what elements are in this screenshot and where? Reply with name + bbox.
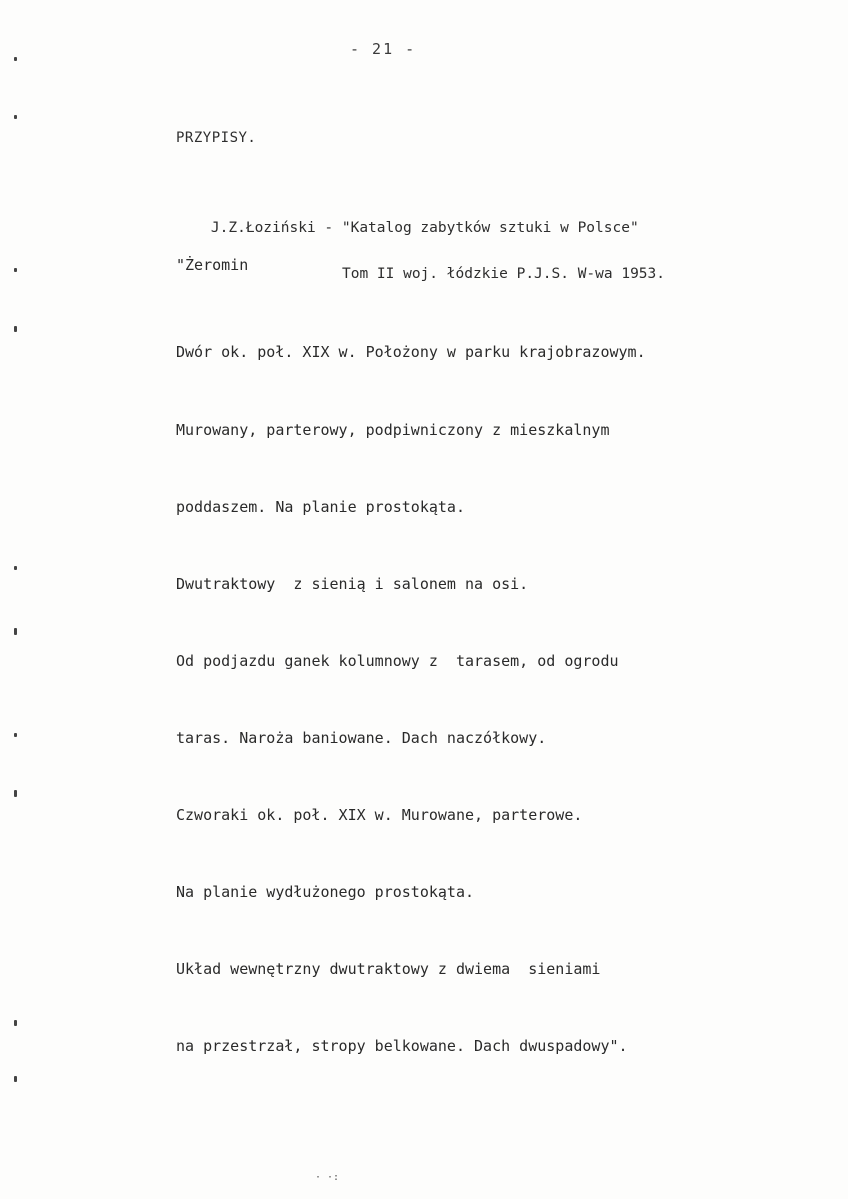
body-line: Murowany, parterowy, podpiwniczony z mieszkalnym: [176, 420, 610, 439]
scan-mark: [14, 566, 17, 570]
scan-mark: [14, 790, 17, 797]
bottom-scan-mark: · ·:: [315, 1172, 340, 1183]
body-line: taras. Naroża baniowane. Dach naczółkowy.: [176, 728, 547, 747]
scan-mark: [14, 628, 17, 635]
body-line: Czworaki ok. poł. XIX w. Murowane, parterowe.: [176, 805, 583, 824]
scan-mark: [14, 326, 17, 332]
page-number: - 21 -: [350, 40, 417, 58]
scan-mark: [14, 1076, 17, 1082]
body-line: poddaszem. Na planie prostokąta.: [176, 497, 465, 516]
scan-mark: [14, 1020, 17, 1026]
citation-line-1: J.Z.Łoziński - "Katalog zabytków sztuki w Polsce": [210, 220, 639, 236]
footnotes-heading: PRZYPISY.: [176, 130, 257, 146]
body-line: na przestrzał, stropy belkowane. Dach dwuspadowy".: [176, 1037, 628, 1056]
scan-mark: [14, 57, 17, 61]
scan-mark: [14, 733, 17, 737]
scan-mark: [14, 268, 17, 272]
body-line: Układ wewnętrzny dwutraktowy z dwiema sieniami: [176, 960, 601, 979]
body-line: Od podjazdu ganek kolumnowy z tarasem, od ogrodu: [176, 651, 619, 670]
body-line: Dwór ok. poł. XIX w. Położony w parku krajobrazowym.: [176, 343, 646, 362]
quote-title: "Żeromin: [176, 256, 249, 274]
citation-line-2: Tom II woj. łódzkie P.J.S. W-wa 1953.: [342, 266, 666, 282]
scan-mark: [14, 115, 17, 119]
quote-body: [176, 289, 646, 1111]
body-line: Dwutraktowy z sienią i salonem na osi.: [176, 574, 529, 593]
body-line: Na planie wydłużonego prostokąta.: [176, 883, 475, 902]
